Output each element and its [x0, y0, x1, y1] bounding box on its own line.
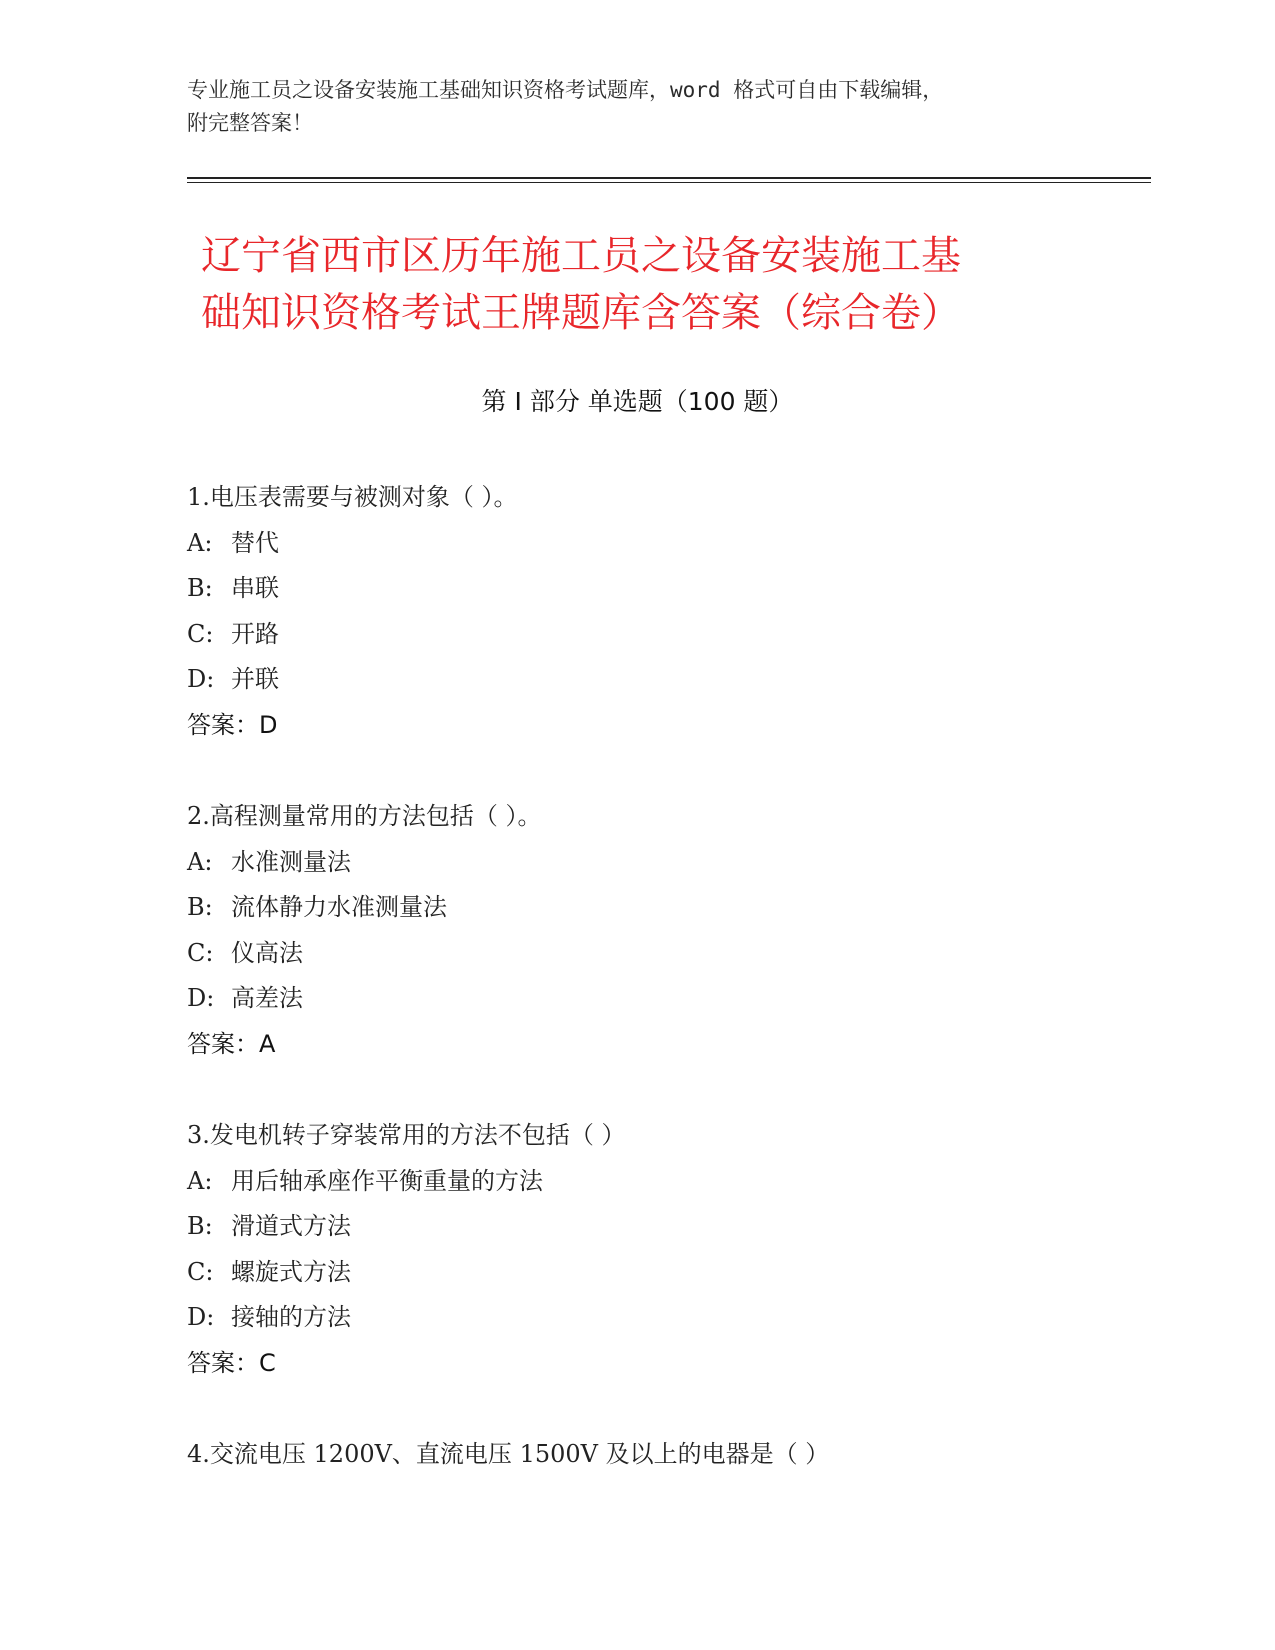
- answer-line: 答案：D: [187, 710, 278, 739]
- question-list: [187, 475, 1137, 1524]
- option-d: [187, 1295, 1137, 1341]
- option-letter: A:: [187, 847, 213, 876]
- question-stem: 4.交流电压 1200V、直流电压 1500V 及以上的电器是（ ）: [187, 1440, 830, 1468]
- option-letter: C:: [187, 938, 214, 967]
- question-stem: 2.高程测量常用的方法包括（ ）。: [187, 802, 542, 830]
- document-title: [201, 228, 1101, 342]
- option-text: 高差法: [231, 984, 303, 1012]
- option-letter: D:: [187, 665, 215, 693]
- option-b: [187, 1204, 1137, 1250]
- option-letter: B:: [187, 1212, 213, 1240]
- option-letter: D:: [187, 984, 215, 1012]
- option-letter: A:: [187, 1166, 213, 1195]
- answer-line: 答案：A: [187, 1029, 276, 1058]
- option-text: 流体静力水准测量法: [231, 893, 447, 921]
- option-d: [187, 657, 1137, 703]
- option-text: 滑道式方法: [231, 1212, 351, 1240]
- option-text: 接轴的方法: [231, 1303, 351, 1331]
- option-a: [187, 1159, 1137, 1205]
- question-stem: 3.发电机转子穿装常用的方法不包括（ ）: [187, 1121, 626, 1149]
- option-text: 并联: [231, 665, 279, 693]
- option-letter: A:: [187, 528, 213, 557]
- header-divider-thin: [187, 182, 1151, 183]
- answer-line: 答案：C: [187, 1348, 276, 1377]
- document-title-line2: 础知识资格考试王牌题库含答案（综合卷）: [201, 290, 961, 336]
- option-text: 水准测量法: [231, 847, 351, 876]
- header-divider-thick: [187, 177, 1151, 179]
- option-a: [187, 840, 1137, 886]
- option-d: [187, 976, 1137, 1022]
- option-text: 仪高法: [231, 938, 303, 967]
- option-letter: B:: [187, 574, 213, 602]
- question-1: [187, 475, 1137, 748]
- question-2: [187, 794, 1137, 1067]
- option-text: 开路: [231, 619, 279, 648]
- option-c: [187, 931, 1137, 977]
- question-4: [187, 1432, 1137, 1478]
- option-letter: C:: [187, 1257, 214, 1286]
- option-text: 替代: [231, 528, 279, 557]
- option-c: [187, 612, 1137, 658]
- header-note-line2: 附完整答案！: [187, 111, 313, 135]
- option-b: [187, 566, 1137, 612]
- question-stem: 1.电压表需要与被测对象（ ）。: [187, 483, 518, 511]
- header-note-line1: 专业施工员之设备安装施工基础知识资格考试题库，word 格式可自由下载编辑，: [187, 78, 944, 102]
- option-letter: C:: [187, 619, 214, 648]
- option-c: [187, 1250, 1137, 1296]
- header-note: [187, 74, 1087, 140]
- option-letter: D:: [187, 1303, 215, 1331]
- option-a: [187, 521, 1137, 567]
- option-text: 螺旋式方法: [231, 1257, 351, 1286]
- document-title-line1: 辽宁省西市区历年施工员之设备安装施工基: [201, 233, 961, 279]
- question-3: [187, 1113, 1137, 1386]
- section-title: 第 I 部分 单选题（100 题）: [481, 387, 794, 416]
- option-text: 用后轴承座作平衡重量的方法: [231, 1166, 543, 1195]
- option-b: [187, 885, 1137, 931]
- option-text: 串联: [231, 574, 279, 602]
- option-letter: B:: [187, 893, 213, 921]
